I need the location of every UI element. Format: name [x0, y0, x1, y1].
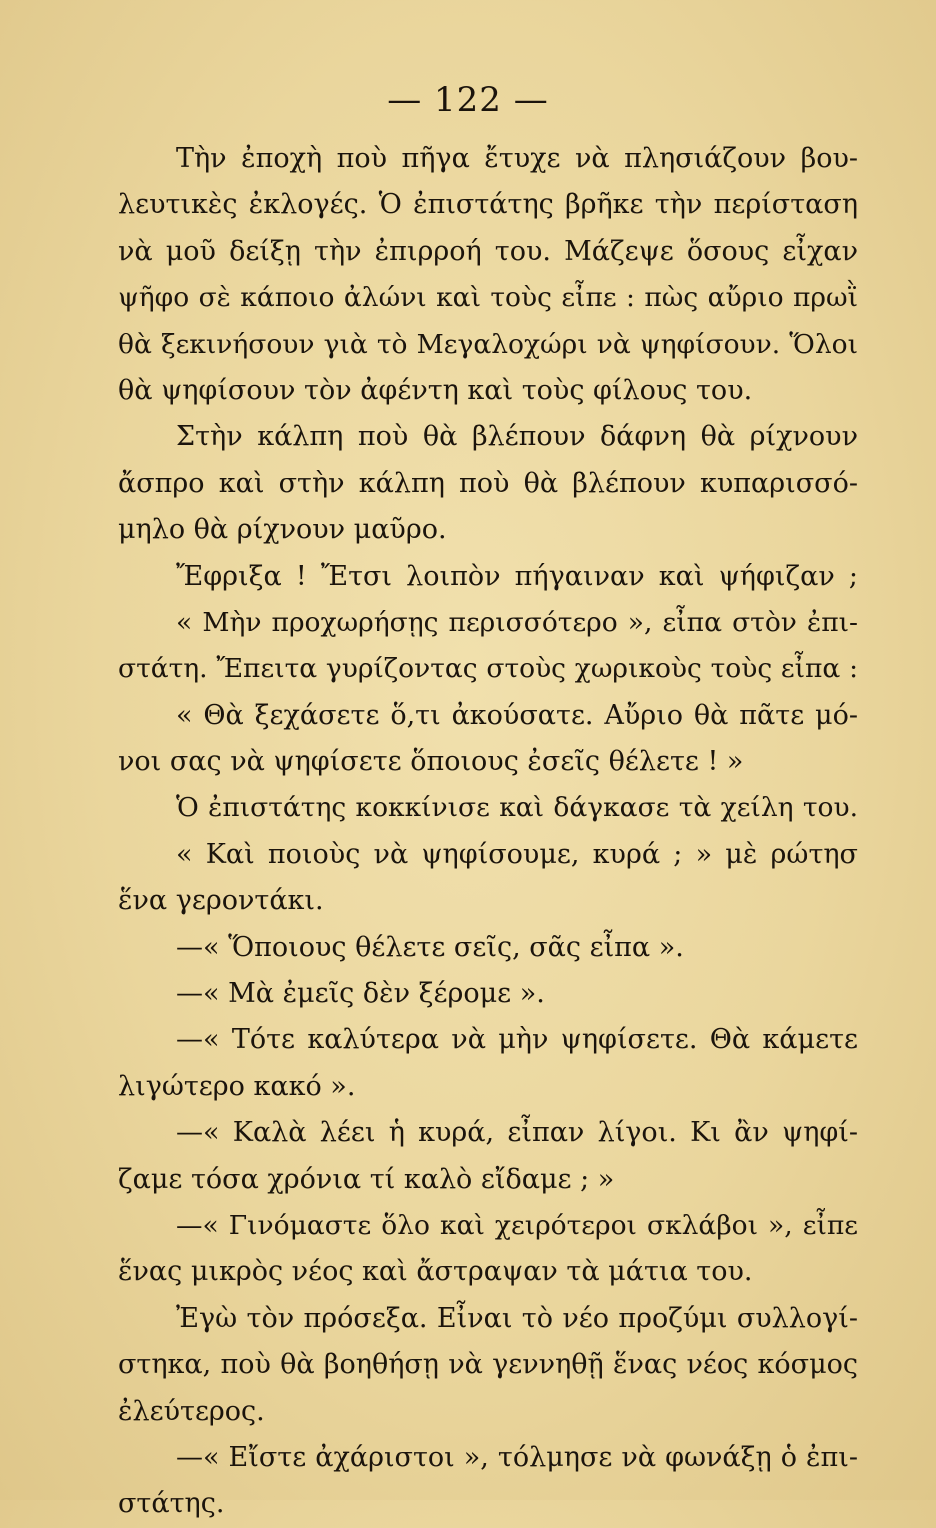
text-line: ἕνας μικρὸς νέος καὶ ἄστραψαν τὰ μάτια του. — [118, 1256, 753, 1288]
text-line: Τὴν ἐποχὴ ποὺ πῆγα ἔτυχε νὰ πλησιάζουν βου- — [176, 143, 858, 174]
text-line: « Καὶ ποιοὺς νὰ ψηφίσουμε, κυρά ; » μὲ ρώτησ — [176, 838, 858, 870]
text-line: ἄσπρο καὶ στὴν κάλπη ποὺ θὰ βλέπουν κυπαρισσό- — [118, 467, 858, 499]
text-line: Ὁ ἐπιστάτης κοκκίνισε καὶ δάγκασε τὰ χείλη του. — [176, 792, 858, 824]
page-number: — 122 — — [387, 80, 549, 120]
text-line: —« Τότε καλύτερα νὰ μὴν ψηφίσετε. Θὰ κάμετε — [176, 1024, 858, 1056]
text-line: —« Γινόμαστε ὅλο καὶ χειρότεροι σκλάβοι », εἶπε — [176, 1209, 858, 1241]
text-line: λιγώτερο κακό ». — [118, 1070, 356, 1102]
text-line: ψῆφο σὲ κάποιο ἀλώνι καὶ τοὺς εἶπε : πὼς αὔριο πρωῒ — [118, 282, 858, 314]
text-line: νὰ μοῦ δείξῃ τὴν ἐπιρροή του. Μάζεψε ὅσους εἶχαν — [118, 235, 858, 267]
text-line: στάτη. Ἔπειτα γυρίζοντας στοὺς χωρικοὺς τοὺς εἶπα : — [118, 653, 858, 685]
text-line: θὰ ψηφίσουν τὸν ἀφέντη καὶ τοὺς φίλους του. — [118, 374, 753, 406]
text-line: λευτικὲς ἐκλογές. Ὁ ἐπιστάτης βρῆκε τὴν περίσταση — [118, 189, 858, 221]
text-line: ἐλεύτερος. — [118, 1395, 265, 1427]
text-line: —« Ὅποιους θέλετε σεῖς, σᾶς εἶπα ». — [176, 931, 684, 963]
text-line: θὰ ξεκινήσουν γιὰ τὸ Μεγαλοχώρι νὰ ψηφίσουν. Ὅλοι — [118, 328, 858, 360]
text-line: « Μὴν προχωρήσῃς περισσότερο », εἶπα στὸν ἐπι- — [176, 606, 858, 638]
text-line: Ἐγὼ τὸν πρόσεξα. Εἶναι τὸ νέο προζύμι συλλογί- — [176, 1302, 858, 1334]
text-line: —« Εἴστε ἀχάριστοι », τόλμησε νὰ φωνάξῃ ὁ ἐπι- — [176, 1441, 858, 1473]
text-line: Ἔφριξα ! Ἔτσι λοιπὸν πήγαιναν καὶ ψήφιζαν ; — [176, 560, 858, 592]
text-line: ἕνα γεροντάκι. — [118, 885, 324, 917]
text-line: νοι σας νὰ ψηφίσετε ὅποιους ἐσεῖς θέλετε ! » — [118, 746, 744, 778]
text-line: στάτης. — [118, 1488, 225, 1520]
text-line: ζαμε τόσα χρόνια τί καλὸ εἴδαμε ; » — [118, 1163, 615, 1195]
text-line: —« Μὰ ἐμεῖς δὲν ξέρομε ». — [176, 978, 545, 1010]
text-line: Στὴν κάλπη ποὺ θὰ βλέπουν δάφνη θὰ ρίχνουν — [176, 421, 858, 453]
text-line: στηκα, ποὺ θὰ βοηθήσῃ νὰ γεννηθῇ ἕνας νέος κόσμος — [118, 1349, 858, 1381]
text-line: —« Καλὰ λέει ἡ κυρά, εἶπαν λίγοι. Κι ἂν ψηφί- — [176, 1117, 858, 1149]
text-line: μηλο θὰ ρίχνουν μαῦρο. — [118, 514, 447, 546]
text-line: « Θὰ ξεχάσετε ὅ,τι ἀκούσατε. Αὔριο θὰ πᾶτε μό- — [176, 699, 858, 731]
body-text — [118, 136, 858, 1528]
